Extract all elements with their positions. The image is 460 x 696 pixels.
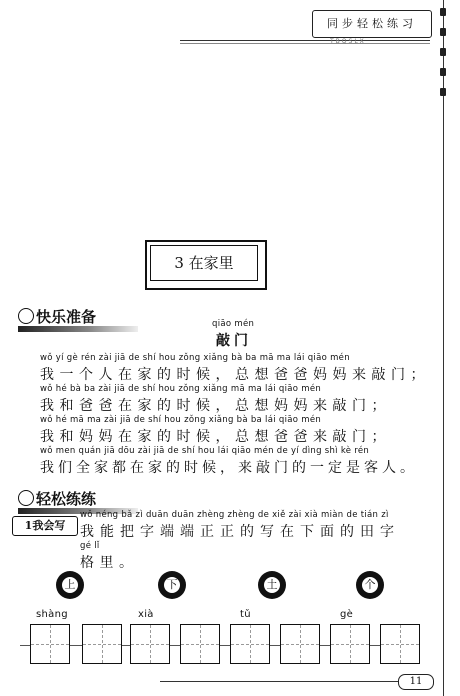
writing-box[interactable] [82,624,122,664]
page-number: 11 [398,674,434,690]
character-glyph: 土 [264,577,280,593]
exercise-pinyin: wǒ néng bǎ zì duān duān zhèng zhèng de xiě zài xià miàn de tián zì [80,510,389,520]
poem-title: 敲门 [216,333,252,349]
poem-line-text: 我们全家都在家的时候，来敲门的一定是客人。 [40,460,418,476]
poem-line-text: 我一个人在家的时候，总想爸爸妈妈来敲门； [40,367,430,383]
character-pinyin: tǔ [240,609,251,620]
poem-line-text: 我和爸爸在家的时候，总想妈妈来敲门； [40,398,391,414]
exercise-instruction: 我能把字端端正正的写在下面的田字 [80,524,400,540]
mascot-icon [18,308,34,324]
header-rule-secondary [180,43,430,44]
poem-line-pinyin: wǒ hé bà ba zài jiā de shí hou zǒng xiǎng mā ma lái qiāo mén [40,384,322,394]
rail-dash [440,28,446,36]
poem-title-pinyin: qiāo mén [212,319,255,329]
footer-rule [160,681,398,682]
exercise-pinyin: gé lǐ [80,541,100,551]
character-pinyin: gè [340,609,354,620]
rail-dash [440,48,446,56]
character-pinyin: xià [138,609,154,620]
mascot-icon [18,490,34,506]
character-badge [158,571,186,599]
character-badge [56,571,84,599]
right-rail-line [443,0,444,696]
poem-line-pinyin: wǒ hé mā ma zài jiā de shí hou zǒng xiǎng bà ba lái qiāo mén [40,415,322,425]
character-glyph: 上 [62,577,78,593]
poem-line-pinyin: wǒ men quán jiā dōu zài jiā de shí hou lái qiāo mén de yí dìng shì kè rén [40,446,370,456]
series-subtitle: TBQSLX [330,38,366,45]
character-badge [356,571,384,599]
series-title: 同步轻松练习 [312,10,432,38]
writing-box[interactable] [280,624,320,664]
character-glyph: 个 [362,577,378,593]
writing-box[interactable] [30,624,70,664]
section-heading-prepare: 快乐准备 [36,308,97,326]
lesson-title: 3 在家里 [150,245,258,281]
rail-dash [440,68,446,76]
character-pinyin: shàng [36,609,68,620]
writing-box[interactable] [380,624,420,664]
header-rule [180,40,430,41]
character-glyph: 下 [164,577,180,593]
rail-dash [440,88,446,96]
section-underline [18,326,138,332]
poem-line-pinyin: wǒ yí gè rén zài jiā de shí hou zǒng xiǎng bà ba mā ma lái qiāo mén [40,353,350,363]
rail-dash [440,8,446,16]
exercise-tag: 1我会写 [12,516,78,536]
writing-box[interactable] [180,624,220,664]
exercise-instruction: 格里。 [80,555,139,571]
poem-line-text: 我和妈妈在家的时候，总想爸爸来敲门； [40,429,391,445]
writing-box[interactable] [230,624,270,664]
writing-box[interactable] [130,624,170,664]
writing-box[interactable] [330,624,370,664]
character-badge [258,571,286,599]
section-heading-practice: 轻松练练 [36,490,97,508]
